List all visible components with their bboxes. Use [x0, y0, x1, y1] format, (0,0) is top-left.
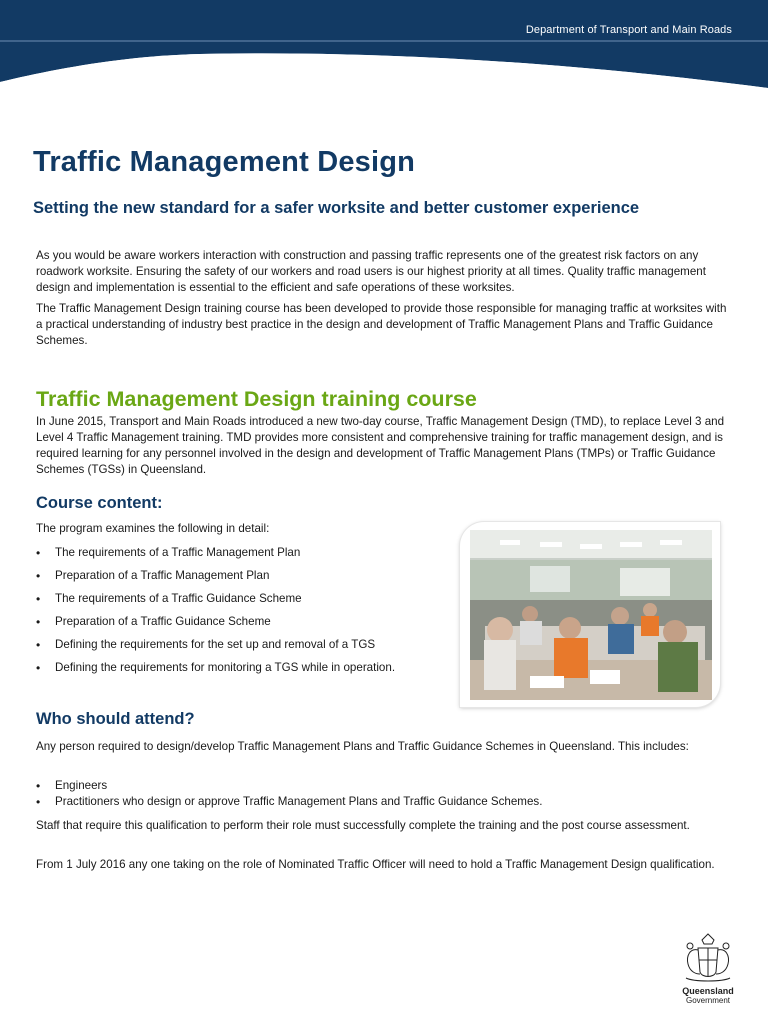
list-item: • Preparation of a Traffic Guidance Scheme — [36, 614, 396, 630]
header-band — [0, 0, 768, 90]
list-item: • Engineers — [36, 778, 736, 794]
nto-paragraph: From 1 July 2016 any one taking on the role of Nominated Traffic Officer will need to hold a Traffic Management Design qualification. — [36, 858, 715, 871]
attend-heading: Who should attend? — [36, 710, 195, 728]
attend-intro: Any person required to design/develop Traffic Management Plans and Traffic Guidance Schemes in Queensland. This includes: — [36, 740, 689, 753]
content-intro: The program examines the following in detail: — [36, 522, 270, 535]
training-photo — [460, 522, 720, 707]
list-item: • Defining the requirements for monitoring a TGS while in operation. — [36, 660, 396, 676]
list-item: • The requirements of a Traffic Management Plan — [36, 545, 396, 561]
page-subtitle: Setting the new standard for a safer worksite and better customer experience — [33, 199, 640, 217]
course-heading: Traffic Management Design training course — [36, 387, 477, 411]
attend-list — [36, 778, 736, 810]
list-item: • Practitioners who design or approve Traffic Management Plans and Traffic Guidance Schemes. — [36, 794, 736, 810]
list-item: • Defining the requirements for the set up and removal of a TGS — [36, 637, 396, 653]
content-list — [36, 545, 396, 676]
list-item: • The requirements of a Traffic Guidance Scheme — [36, 591, 396, 607]
crest-text-government: Government — [685, 996, 731, 1005]
intro-paragraph-2: The Traffic Management Design training course has been developed to provide those responsible for managing traffic at worksites with a practical understanding of industry best practice in the design and development of Traffic Management Plans and Traffic Guidance Schemes. — [36, 302, 727, 347]
department-name: Department of Transport and Main Roads — [525, 24, 732, 36]
content-heading: Course content: — [36, 494, 163, 512]
list-item: • Preparation of a Traffic Management Plan — [36, 568, 396, 584]
staff-paragraph: Staff that require this qualification to perform their role must successfully complete the training and the post course assessment. — [36, 819, 690, 832]
intro-paragraph-1: As you would be aware workers interaction with construction and passing traffic represents one of the greatest risk factors on any roadwork worksite. Ensuring the safety of our workers and road users is our highest priority at all times. Quality traffic management design and implementation is essential to the efficient and safe operations of these worksites. — [36, 249, 706, 294]
course-paragraph: In June 2015, Transport and Main Roads introduced a new two-day course, Traffic Management Design (TMD), to replace Level 3 and Level 4 Traffic Management training. TMD provides more consistent and comprehensive training for traffic management design, and is required learning for any personnel involved in the design and development of Traffic Management Plans (TMPs) or Traffic Guidance Schemes (TGSs) in Queensland. — [36, 415, 725, 476]
crest-text-queensland: Queensland — [682, 986, 734, 996]
page-title: Traffic Management Design — [33, 146, 416, 178]
training-room-photo — [470, 530, 712, 700]
